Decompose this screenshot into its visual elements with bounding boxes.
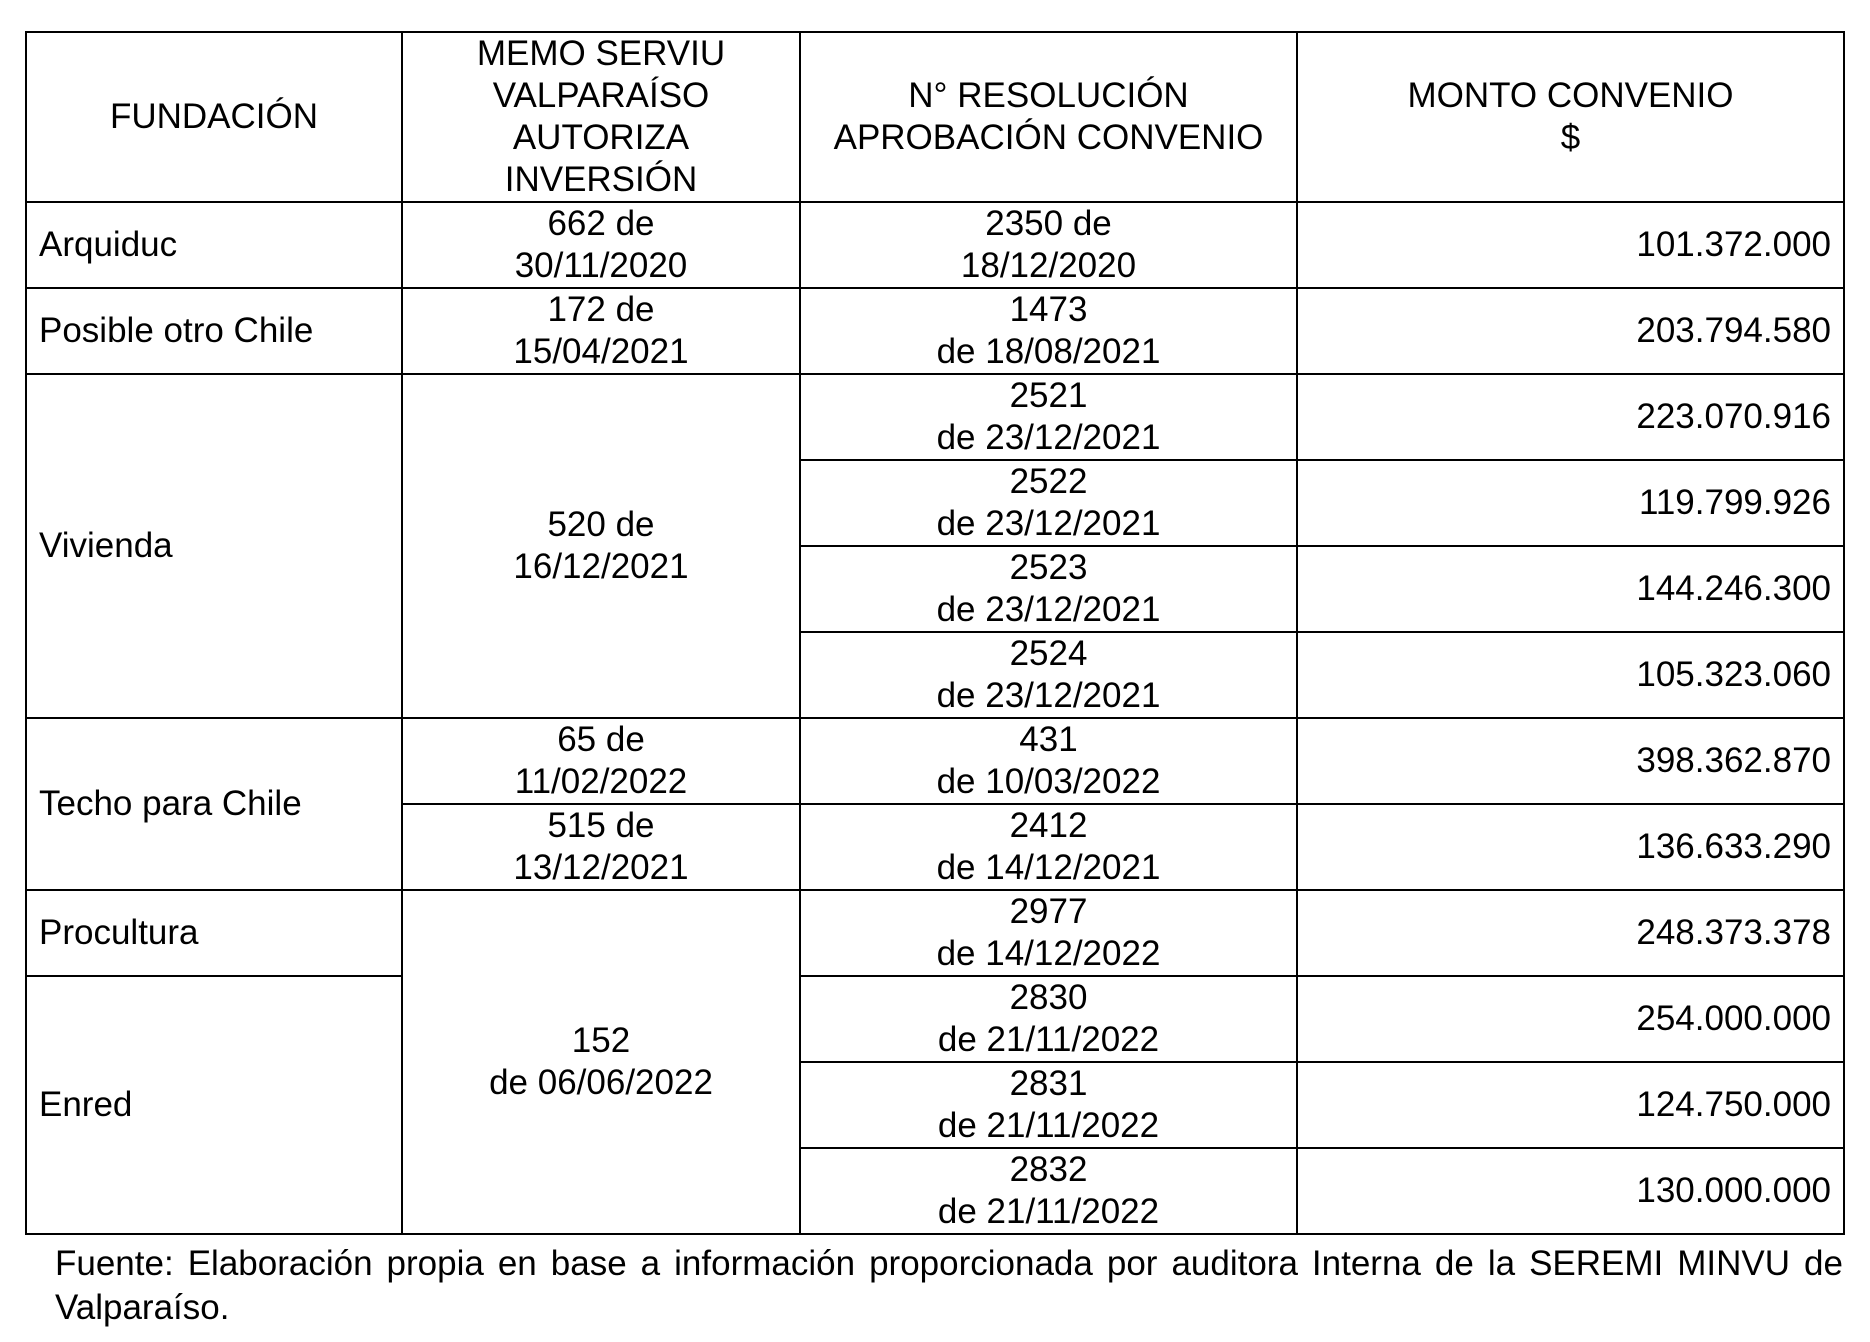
resolucion-cell: 2830 de 21/11/2022	[800, 976, 1297, 1062]
fundacion-cell: Posible otro Chile	[26, 288, 402, 374]
monto-cell: 119.799.926	[1297, 460, 1844, 546]
memo-cell: 172 de 15/04/2021	[402, 288, 800, 374]
header-row	[26, 32, 1844, 202]
resolucion-cell: 2523 de 23/12/2021	[800, 546, 1297, 632]
monto-cell: 130.000.000	[1297, 1148, 1844, 1234]
fundacion-cell: Arquiduc	[26, 202, 402, 288]
resolucion-cell: 431 de 10/03/2022	[800, 718, 1297, 804]
monto-cell: 144.246.300	[1297, 546, 1844, 632]
table-row	[26, 976, 1844, 1062]
header-memo: MEMO SERVIU VALPARAÍSO AUTORIZA INVERSIÓN	[402, 32, 800, 202]
resolucion-cell: 2977 de 14/12/2022	[800, 890, 1297, 976]
fundacion-cell: Vivienda	[26, 374, 402, 718]
memo-cell: 152 de 06/06/2022	[402, 890, 800, 1234]
monto-cell: 203.794.580	[1297, 288, 1844, 374]
table-row	[26, 202, 1844, 288]
fundacion-cell: Techo para Chile	[26, 718, 402, 890]
table-row	[26, 288, 1844, 374]
memo-cell: 662 de 30/11/2020	[402, 202, 800, 288]
monto-cell: 105.323.060	[1297, 632, 1844, 718]
resolucion-cell: 2524 de 23/12/2021	[800, 632, 1297, 718]
resolucion-cell: 2350 de 18/12/2020	[800, 202, 1297, 288]
table-row	[26, 890, 1844, 976]
resolucion-cell: 2522 de 23/12/2021	[800, 460, 1297, 546]
monto-cell: 248.373.378	[1297, 890, 1844, 976]
table-row	[26, 718, 1844, 804]
fundacion-cell: Procultura	[26, 890, 402, 976]
resolucion-cell: 2831 de 21/11/2022	[800, 1062, 1297, 1148]
memo-cell: 520 de 16/12/2021	[402, 374, 800, 718]
source-note: Fuente: Elaboración propia en base a información proporcionada por auditora Interna de la SEREMI MINVU de Valparaíso.	[55, 1244, 1843, 1327]
monto-cell: 223.070.916	[1297, 374, 1844, 460]
header-fundacion: FUNDACIÓN	[26, 32, 402, 202]
monto-cell: 398.362.870	[1297, 718, 1844, 804]
resolucion-cell: 1473 de 18/08/2021	[800, 288, 1297, 374]
convenios-table	[25, 31, 1845, 1235]
resolucion-cell: 2521 de 23/12/2021	[800, 374, 1297, 460]
resolucion-cell: 2832 de 21/11/2022	[800, 1148, 1297, 1234]
monto-cell: 254.000.000	[1297, 976, 1844, 1062]
header-resolucion: N° RESOLUCIÓN APROBACIÓN CONVENIO	[800, 32, 1297, 202]
monto-cell: 124.750.000	[1297, 1062, 1844, 1148]
monto-cell: 136.633.290	[1297, 804, 1844, 890]
resolucion-cell: 2412 de 14/12/2021	[800, 804, 1297, 890]
table-row	[26, 374, 1844, 460]
header-monto: MONTO CONVENIO $	[1297, 32, 1844, 202]
fundacion-cell: Enred	[26, 976, 402, 1234]
monto-cell: 101.372.000	[1297, 202, 1844, 288]
memo-cell: 515 de 13/12/2021	[402, 804, 800, 890]
memo-cell: 65 de 11/02/2022	[402, 718, 800, 804]
